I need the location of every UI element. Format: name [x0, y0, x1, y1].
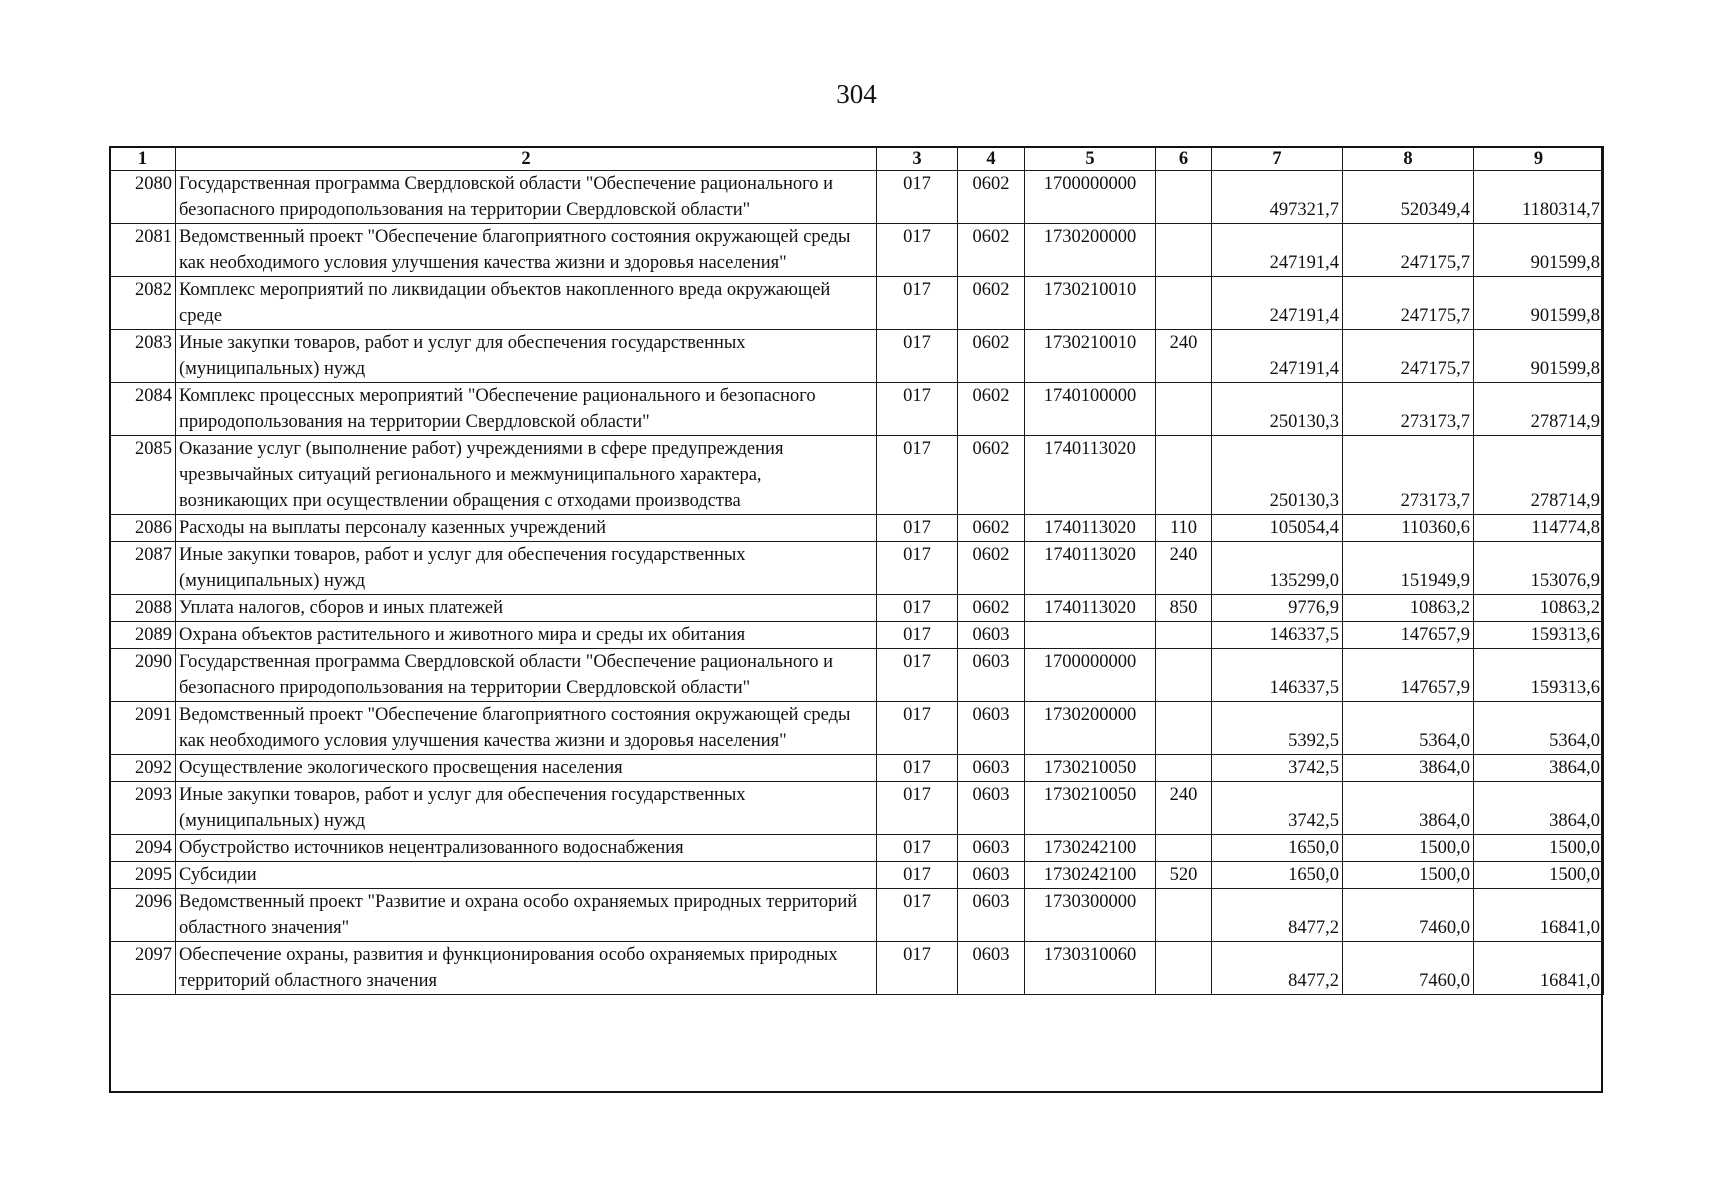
target-article-code: 1740100000 — [1025, 383, 1156, 436]
expense-type-code — [1156, 171, 1212, 224]
item-name: Ведомственный проект "Развитие и охрана особо охраняемых природных территорий областного значения" — [176, 889, 877, 942]
amount-col-8: 247175,7 — [1343, 277, 1474, 330]
item-name: Иные закупки товаров, работ и услуг для обеспечения государственных (муниципальных) нужд — [176, 330, 877, 383]
amount-col-9: 3864,0 — [1474, 755, 1604, 782]
amount-col-8: 5364,0 — [1343, 702, 1474, 755]
row-number: 2086 — [110, 515, 176, 542]
table-row — [110, 702, 1604, 755]
table-row — [110, 649, 1604, 702]
ministry-code: 017 — [877, 835, 958, 862]
expense-type-code — [1156, 889, 1212, 942]
amount-col-7: 146337,5 — [1212, 649, 1343, 702]
table-row — [110, 622, 1604, 649]
ministry-code: 017 — [877, 542, 958, 595]
section-code: 0603 — [958, 835, 1025, 862]
section-code: 0602 — [958, 171, 1025, 224]
expense-type-code — [1156, 835, 1212, 862]
amount-col-8: 273173,7 — [1343, 383, 1474, 436]
table-row — [110, 171, 1604, 224]
expense-type-code — [1156, 702, 1212, 755]
amount-col-8: 247175,7 — [1343, 330, 1474, 383]
column-header: 6 — [1156, 147, 1212, 171]
item-name: Иные закупки товаров, работ и услуг для обеспечения государственных (муниципальных) нужд — [176, 542, 877, 595]
expense-type-code — [1156, 224, 1212, 277]
target-article-code: 1730200000 — [1025, 224, 1156, 277]
target-article-code: 1730242100 — [1025, 862, 1156, 889]
expense-type-code — [1156, 942, 1212, 995]
target-article-code: 1730210050 — [1025, 755, 1156, 782]
item-name: Комплекс мероприятий по ликвидации объектов накопленного вреда окружающей среде — [176, 277, 877, 330]
section-code: 0602 — [958, 383, 1025, 436]
amount-col-8: 147657,9 — [1343, 649, 1474, 702]
amount-col-8: 520349,4 — [1343, 171, 1474, 224]
column-header: 5 — [1025, 147, 1156, 171]
expense-type-code — [1156, 436, 1212, 515]
target-article-code: 1730310060 — [1025, 942, 1156, 995]
row-number: 2082 — [110, 277, 176, 330]
table-body — [110, 171, 1604, 995]
row-number: 2085 — [110, 436, 176, 515]
amount-col-7: 1650,0 — [1212, 835, 1343, 862]
expense-type-code — [1156, 622, 1212, 649]
amount-col-9: 5364,0 — [1474, 702, 1604, 755]
section-code: 0602 — [958, 330, 1025, 383]
row-number: 2083 — [110, 330, 176, 383]
budget-table — [109, 146, 1604, 995]
row-number: 2092 — [110, 755, 176, 782]
row-number: 2090 — [110, 649, 176, 702]
item-name: Государственная программа Свердловской области "Обеспечение рационального и безопасного природопользования на территории Свердловской области" — [176, 171, 877, 224]
expense-type-code: 240 — [1156, 542, 1212, 595]
target-article-code: 1730242100 — [1025, 835, 1156, 862]
target-article-code: 1740113020 — [1025, 515, 1156, 542]
ministry-code: 017 — [877, 330, 958, 383]
row-number: 2084 — [110, 383, 176, 436]
table-row — [110, 595, 1604, 622]
ministry-code: 017 — [877, 889, 958, 942]
amount-col-9: 10863,2 — [1474, 595, 1604, 622]
amount-col-8: 3864,0 — [1343, 755, 1474, 782]
row-number: 2093 — [110, 782, 176, 835]
amount-col-7: 3742,5 — [1212, 782, 1343, 835]
item-name: Субсидии — [176, 862, 877, 889]
section-code: 0602 — [958, 542, 1025, 595]
item-name: Оказание услуг (выполнение работ) учреждениями в сфере предупреждения чрезвычайных ситуаций регионального и межмуниципального характера, возникающих при осуществлении обращения с отходами производства — [176, 436, 877, 515]
amount-col-9: 159313,6 — [1474, 622, 1604, 649]
table-row — [110, 862, 1604, 889]
table-row — [110, 755, 1604, 782]
section-code: 0602 — [958, 224, 1025, 277]
amount-col-9: 1500,0 — [1474, 835, 1604, 862]
expense-type-code: 240 — [1156, 330, 1212, 383]
ministry-code: 017 — [877, 436, 958, 515]
amount-col-8: 7460,0 — [1343, 889, 1474, 942]
item-name: Иные закупки товаров, работ и услуг для обеспечения государственных (муниципальных) нужд — [176, 782, 877, 835]
amount-col-9: 901599,8 — [1474, 224, 1604, 277]
section-code: 0603 — [958, 942, 1025, 995]
amount-col-9: 153076,9 — [1474, 542, 1604, 595]
item-name: Обустройство источников нецентрализованного водоснабжения — [176, 835, 877, 862]
item-name: Охрана объектов растительного и животного мира и среды их обитания — [176, 622, 877, 649]
target-article-code: 1730210050 — [1025, 782, 1156, 835]
amount-col-9: 901599,8 — [1474, 277, 1604, 330]
target-article-code — [1025, 622, 1156, 649]
amount-col-7: 9776,9 — [1212, 595, 1343, 622]
table-row — [110, 277, 1604, 330]
amount-col-8: 273173,7 — [1343, 436, 1474, 515]
ministry-code: 017 — [877, 782, 958, 835]
amount-col-7: 250130,3 — [1212, 383, 1343, 436]
section-code: 0602 — [958, 277, 1025, 330]
page-number: 304 — [836, 79, 877, 109]
amount-col-9: 16841,0 — [1474, 942, 1604, 995]
amount-col-7: 105054,4 — [1212, 515, 1343, 542]
ministry-code: 017 — [877, 702, 958, 755]
row-number: 2080 — [110, 171, 176, 224]
amount-col-9: 1180314,7 — [1474, 171, 1604, 224]
target-article-code: 1730300000 — [1025, 889, 1156, 942]
column-header: 2 — [176, 147, 877, 171]
amount-col-7: 1650,0 — [1212, 862, 1343, 889]
table-header — [110, 147, 1604, 171]
row-number: 2094 — [110, 835, 176, 862]
ministry-code: 017 — [877, 515, 958, 542]
expense-type-code — [1156, 649, 1212, 702]
ministry-code: 017 — [877, 383, 958, 436]
amount-col-9: 278714,9 — [1474, 436, 1604, 515]
section-code: 0602 — [958, 515, 1025, 542]
row-number: 2087 — [110, 542, 176, 595]
row-number: 2089 — [110, 622, 176, 649]
target-article-code: 1730210010 — [1025, 277, 1156, 330]
row-number: 2081 — [110, 224, 176, 277]
amount-col-7: 8477,2 — [1212, 889, 1343, 942]
table-row — [110, 330, 1604, 383]
expense-type-code — [1156, 755, 1212, 782]
table-row — [110, 383, 1604, 436]
amount-col-9: 3864,0 — [1474, 782, 1604, 835]
ministry-code: 017 — [877, 649, 958, 702]
item-name: Обеспечение охраны, развития и функционирования особо охраняемых природных территорий областного значения — [176, 942, 877, 995]
target-article-code: 1740113020 — [1025, 542, 1156, 595]
row-number: 2097 — [110, 942, 176, 995]
amount-col-7: 247191,4 — [1212, 277, 1343, 330]
amount-col-8: 3864,0 — [1343, 782, 1474, 835]
amount-col-7: 3742,5 — [1212, 755, 1343, 782]
column-header: 7 — [1212, 147, 1343, 171]
ministry-code: 017 — [877, 171, 958, 224]
table-row — [110, 942, 1604, 995]
row-number: 2091 — [110, 702, 176, 755]
item-name: Ведомственный проект "Обеспечение благоприятного состояния окружающей среды как необходимого условия улучшения качества жизни и здоровья населения" — [176, 224, 877, 277]
target-article-code: 1730200000 — [1025, 702, 1156, 755]
expense-type-code — [1156, 383, 1212, 436]
item-name: Уплата налогов, сборов и иных платежей — [176, 595, 877, 622]
target-article-code: 1730210010 — [1025, 330, 1156, 383]
ministry-code: 017 — [877, 595, 958, 622]
row-number: 2088 — [110, 595, 176, 622]
ministry-code: 017 — [877, 224, 958, 277]
amount-col-7: 247191,4 — [1212, 330, 1343, 383]
expense-type-code: 240 — [1156, 782, 1212, 835]
amount-col-8: 110360,6 — [1343, 515, 1474, 542]
table-row — [110, 224, 1604, 277]
column-header: 8 — [1343, 147, 1474, 171]
amount-col-9: 16841,0 — [1474, 889, 1604, 942]
table-row — [110, 889, 1604, 942]
target-article-code: 1740113020 — [1025, 436, 1156, 515]
ministry-code: 017 — [877, 942, 958, 995]
amount-col-8: 1500,0 — [1343, 835, 1474, 862]
amount-col-9: 278714,9 — [1474, 383, 1604, 436]
section-code: 0603 — [958, 755, 1025, 782]
ministry-code: 017 — [877, 277, 958, 330]
amount-col-7: 8477,2 — [1212, 942, 1343, 995]
expense-type-code: 850 — [1156, 595, 1212, 622]
amount-col-7: 247191,4 — [1212, 224, 1343, 277]
table-row — [110, 835, 1604, 862]
row-number: 2096 — [110, 889, 176, 942]
table-row — [110, 515, 1604, 542]
section-code: 0602 — [958, 595, 1025, 622]
amount-col-9: 901599,8 — [1474, 330, 1604, 383]
section-code: 0603 — [958, 862, 1025, 889]
ministry-code: 017 — [877, 622, 958, 649]
column-header: 4 — [958, 147, 1025, 171]
column-header: 3 — [877, 147, 958, 171]
expense-type-code: 110 — [1156, 515, 1212, 542]
target-article-code: 1700000000 — [1025, 649, 1156, 702]
amount-col-9: 1500,0 — [1474, 862, 1604, 889]
amount-col-7: 497321,7 — [1212, 171, 1343, 224]
target-article-code: 1740113020 — [1025, 595, 1156, 622]
amount-col-7: 5392,5 — [1212, 702, 1343, 755]
section-code: 0602 — [958, 436, 1025, 515]
amount-col-9: 114774,8 — [1474, 515, 1604, 542]
amount-col-7: 250130,3 — [1212, 436, 1343, 515]
amount-col-7: 135299,0 — [1212, 542, 1343, 595]
column-header: 1 — [110, 147, 176, 171]
amount-col-8: 1500,0 — [1343, 862, 1474, 889]
ministry-code: 017 — [877, 755, 958, 782]
column-header: 9 — [1474, 147, 1604, 171]
item-name: Расходы на выплаты персоналу казенных учреждений — [176, 515, 877, 542]
item-name: Осуществление экологического просвещения населения — [176, 755, 877, 782]
item-name: Комплекс процессных мероприятий "Обеспечение рационального и безопасного природопользования на территории Свердловской области" — [176, 383, 877, 436]
amount-col-8: 247175,7 — [1343, 224, 1474, 277]
item-name: Ведомственный проект "Обеспечение благоприятного состояния окружающей среды как необходимого условия улучшения качества жизни и здоровья населения" — [176, 702, 877, 755]
amount-col-8: 151949,9 — [1343, 542, 1474, 595]
section-code: 0603 — [958, 649, 1025, 702]
section-code: 0603 — [958, 702, 1025, 755]
section-code: 0603 — [958, 622, 1025, 649]
amount-col-7: 146337,5 — [1212, 622, 1343, 649]
amount-col-9: 159313,6 — [1474, 649, 1604, 702]
section-code: 0603 — [958, 889, 1025, 942]
amount-col-8: 7460,0 — [1343, 942, 1474, 995]
ministry-code: 017 — [877, 862, 958, 889]
table-row — [110, 782, 1604, 835]
amount-col-8: 147657,9 — [1343, 622, 1474, 649]
section-code: 0603 — [958, 782, 1025, 835]
row-number: 2095 — [110, 862, 176, 889]
item-name: Государственная программа Свердловской области "Обеспечение рационального и безопасного природопользования на территории Свердловской области" — [176, 649, 877, 702]
table-row — [110, 436, 1604, 515]
amount-col-8: 10863,2 — [1343, 595, 1474, 622]
table-row — [110, 542, 1604, 595]
target-article-code: 1700000000 — [1025, 171, 1156, 224]
expense-type-code — [1156, 277, 1212, 330]
expense-type-code: 520 — [1156, 862, 1212, 889]
